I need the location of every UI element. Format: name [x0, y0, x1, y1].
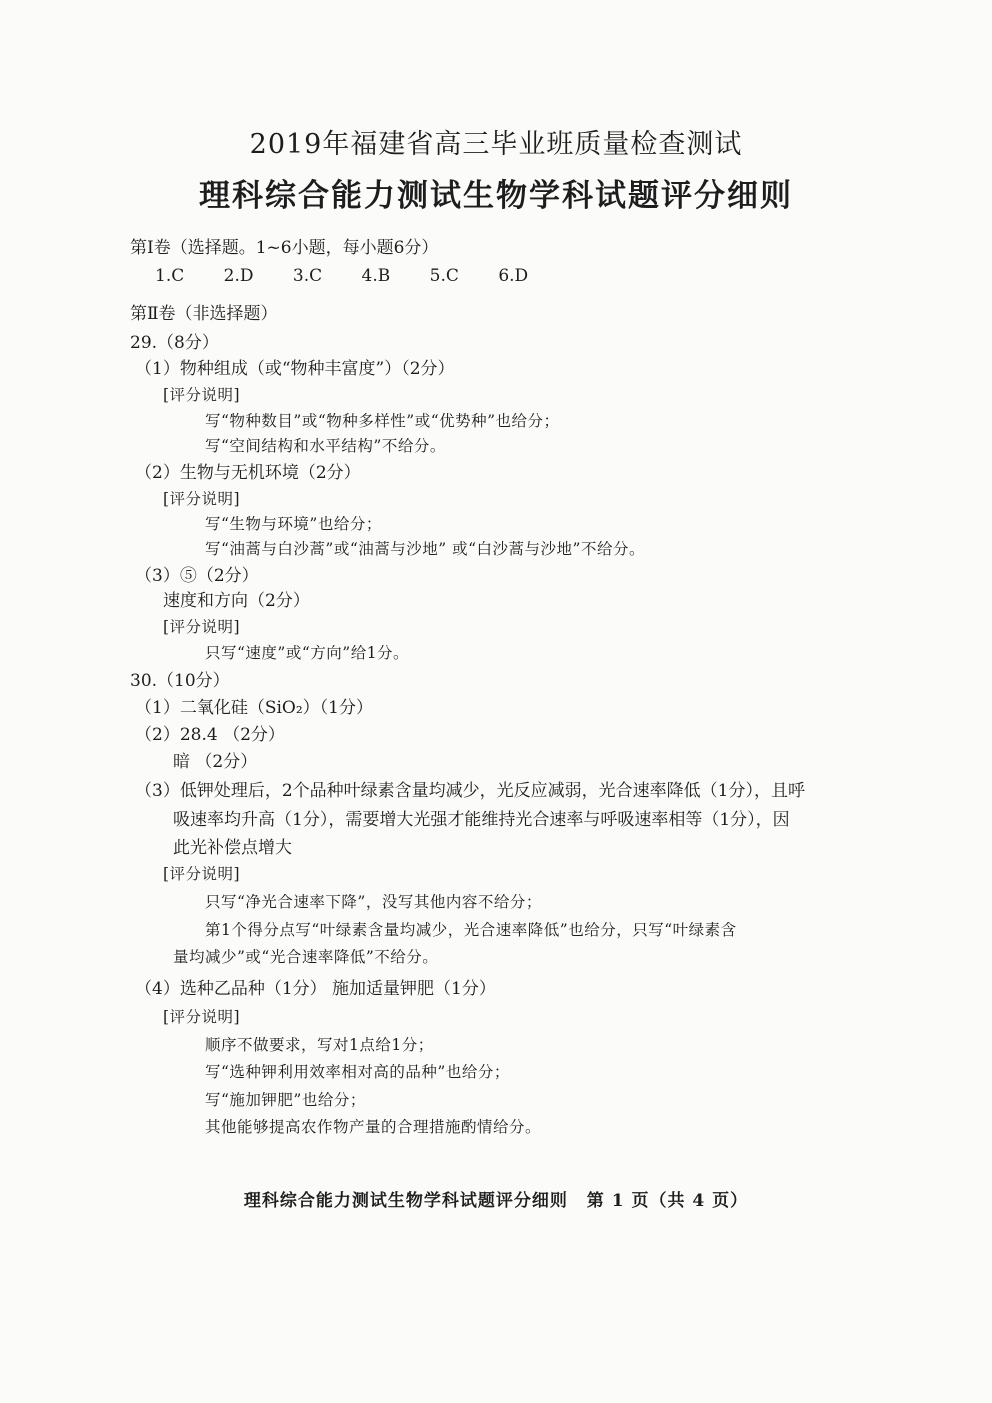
scoring-note: 写“施加钾肥”也给分；: [205, 1091, 366, 1109]
q29-part3: （3）⑤（2分）: [135, 566, 259, 586]
scoring-note: 写“油蒿与白沙蒿”或“油蒿与沙地” 或“白沙蒿与沙地”不给分。: [205, 540, 645, 558]
scoring-note-label: [评分说明]: [163, 386, 241, 404]
page-subtitle: 理科综合能力测试生物学科试题评分细则: [199, 178, 793, 214]
footer-page-info: 第 1 页（共 4 页）: [586, 1191, 749, 1211]
q30-header: 30.（10分）: [130, 671, 230, 691]
scoring-note: 第1个得分点写“叶绿素含量均减少，光合速率降低”也给分，只写“叶绿素含: [205, 921, 737, 939]
q30-part1: （1）二氧化硅（SiO₂）（1分）: [135, 698, 373, 718]
scoring-note: 写“空间结构和水平结构”不给分。: [205, 437, 446, 455]
scoring-note-label: [评分说明]: [163, 618, 241, 636]
answer-6: 6.D: [498, 266, 529, 286]
q29-header: 29.（8分）: [130, 333, 219, 353]
answer-2: 2.D: [223, 266, 254, 286]
section2-header: 第Ⅱ卷（非选择题）: [130, 304, 278, 324]
q30-part2: （2）28.4 （2分）: [135, 725, 285, 745]
scoring-note: 只写“净光合速率下降”，没写其他内容不给分；: [205, 893, 542, 911]
answer-4: 4.B: [361, 266, 391, 286]
scoring-note: 顺序不做要求，写对1点给1分；: [205, 1036, 434, 1054]
scoring-note: 写“生物与环境”也给分；: [205, 515, 382, 533]
q30-part4: （4）选种乙品种（1分） 施加适量钾肥（1分）: [135, 979, 496, 999]
q29-part1: （1）物种组成（或“物种丰富度”）（2分）: [135, 359, 455, 379]
answer-3: 3.C: [292, 266, 323, 286]
scoring-note: 其他能够提高农作物产量的合理措施酌情给分。: [205, 1118, 542, 1136]
q29-part3-answer: 速度和方向（2分）: [163, 591, 310, 611]
scoring-note: 量均减少”或“光合速率降低”不给分。: [173, 948, 439, 966]
scoring-note-label: [评分说明]: [163, 1008, 241, 1026]
choice-answers: [155, 266, 562, 286]
scoring-note: 写“选种钾利用效率相对高的品种”也给分；: [205, 1063, 510, 1081]
section1-header: 第Ⅰ卷（选择题。1~6小题，每小题6分）: [130, 238, 439, 258]
scoring-note: 只写“速度”或“方向”给1分。: [205, 644, 410, 662]
q30-part3-line1: （3）低钾处理后，2个品种叶绿素含量均减少，光反应减弱，光合速率降低（1分），且呼: [135, 781, 805, 801]
q30-part3-line2: 吸速率均升高（1分），需要增大光强才能维持光合速率与呼吸速率相等（1分），因: [173, 810, 790, 830]
q30-part2-answer: 暗 （2分）: [173, 752, 258, 772]
answer-5: 5.C: [429, 266, 459, 286]
answer-1: 1.C: [155, 266, 185, 286]
page-title: 2019年福建省高三毕业班质量检查测试: [249, 129, 743, 160]
q29-part2: （2）生物与无机环境（2分）: [135, 463, 361, 483]
scoring-note-label: [评分说明]: [163, 490, 241, 508]
q30-part3-line3: 此光补偿点增大: [173, 838, 292, 858]
scoring-note-label: [评分说明]: [163, 865, 241, 883]
scoring-note: 写“物种数目”或“物种多样性”或“优势种”也给分；: [205, 412, 560, 430]
footer-doc-title: 理科综合能力测试生物学科试题评分细则: [243, 1191, 568, 1211]
page-footer: [0, 1186, 992, 1211]
